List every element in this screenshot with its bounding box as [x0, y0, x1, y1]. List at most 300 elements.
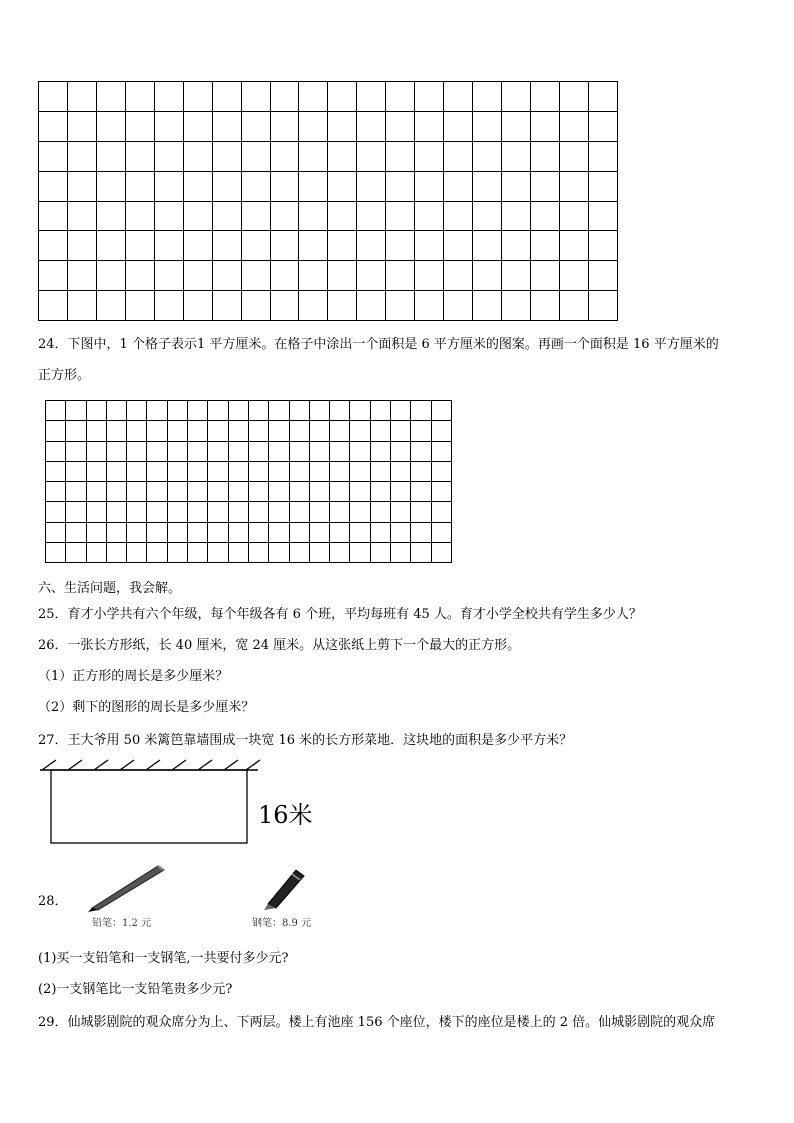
grid-top-cell — [530, 201, 559, 231]
grid-top-cell — [67, 171, 96, 201]
grid-q24-cell — [66, 522, 86, 542]
grid-top-cell — [444, 111, 473, 141]
grid-top-cell — [588, 171, 617, 201]
grid-top-cell — [559, 231, 588, 261]
grid-top-cell — [270, 261, 299, 291]
grid-q24-cell — [167, 482, 187, 502]
grid-q24-cell — [167, 502, 187, 522]
grid-q24-cell — [411, 461, 431, 481]
grid-top-cell — [386, 141, 415, 171]
grid-q24-cell — [330, 421, 350, 441]
grid-q24-cell — [350, 522, 370, 542]
grid-q24-cell — [106, 401, 126, 421]
grid-q24-cell — [269, 522, 289, 542]
grid-q24-cell — [289, 542, 309, 562]
grid-top-cell — [588, 82, 617, 112]
grid-q24 — [45, 400, 452, 563]
grid-q24-cell — [391, 461, 411, 481]
grid-q24-row — [46, 401, 452, 421]
grid-q24-cell — [66, 502, 86, 522]
grid-top-cell — [415, 261, 444, 291]
grid-top-cell — [357, 231, 386, 261]
pencil-price: 铅笔：1.2 元 — [92, 918, 152, 929]
grid-top-cell — [67, 261, 96, 291]
grid-top-cell — [183, 82, 212, 112]
grid-q24-cell — [330, 482, 350, 502]
grid-q24-cell — [431, 461, 451, 481]
grid-q24-cell — [208, 421, 228, 441]
grid-q24-cell — [86, 421, 106, 441]
grid-q24-cell — [411, 482, 431, 502]
grid-top-cell — [502, 291, 531, 321]
grid-q24-cell — [127, 522, 147, 542]
grid-top-cell — [415, 82, 444, 112]
grid-top-cell — [241, 171, 270, 201]
grid-top-cell — [530, 111, 559, 141]
q26-sub1: （1）正方形的周长是多少厘米？ — [38, 669, 229, 684]
grid-q24-cell — [228, 461, 248, 481]
grid-q24-cell — [127, 401, 147, 421]
grid-top-cell — [125, 231, 154, 261]
grid-q24-cell — [391, 441, 411, 461]
grid-top-cell — [125, 291, 154, 321]
grid-q24-cell — [228, 502, 248, 522]
grid-top-cell — [588, 111, 617, 141]
grid-top-cell — [183, 171, 212, 201]
grid-top-cell — [386, 201, 415, 231]
grid-top-cell — [502, 201, 531, 231]
grid-top-cell — [299, 201, 328, 231]
grid-q24-cell — [248, 522, 268, 542]
grid-q24-cell — [167, 401, 187, 421]
grid-top-row — [39, 141, 618, 171]
grid-q24-cell — [86, 461, 106, 481]
grid-q24-cell — [309, 441, 329, 461]
grid-top-cell — [502, 171, 531, 201]
grid-top-cell — [444, 141, 473, 171]
grid-q24-cell — [391, 502, 411, 522]
grid-q24-cell — [208, 461, 228, 481]
grid-q24-cell — [289, 522, 309, 542]
grid-top-cell — [67, 201, 96, 231]
grid-q24-cell — [309, 482, 329, 502]
grid-top-cell — [357, 261, 386, 291]
grid-top-cell — [530, 291, 559, 321]
grid-q24-cell — [370, 542, 390, 562]
grid-q24-cell — [188, 502, 208, 522]
grid-q24-cell — [167, 542, 187, 562]
grid-top-cell — [270, 201, 299, 231]
grid-q24-cell — [46, 502, 66, 522]
grid-top — [38, 81, 618, 321]
grid-top-cell — [444, 201, 473, 231]
grid-q24-cell — [370, 461, 390, 481]
grid-top-cell — [588, 201, 617, 231]
q28-number: 28． — [38, 894, 68, 909]
grid-top-cell — [241, 141, 270, 171]
grid-q24-cell — [289, 482, 309, 502]
grid-q24-cell — [188, 401, 208, 421]
grid-q24-cell — [66, 542, 86, 562]
grid-top-cell — [241, 261, 270, 291]
grid-top-cell — [67, 291, 96, 321]
wall-figure — [38, 758, 260, 848]
grid-top-cell — [559, 111, 588, 141]
grid-top-cell — [270, 82, 299, 112]
grid-q24-cell — [370, 441, 390, 461]
grid-q24-cell — [411, 522, 431, 542]
grid-top-cell — [328, 82, 357, 112]
grid-q24-cell — [350, 542, 370, 562]
grid-q24-cell — [66, 461, 86, 481]
q28-sub2: (2)一支钢笔比一支铅笔贵多少元? — [38, 982, 233, 997]
grid-top-row — [39, 291, 618, 321]
grid-top-cell — [39, 171, 68, 201]
grid-q24-row — [46, 522, 452, 542]
grid-top-cell — [386, 231, 415, 261]
grid-top-cell — [96, 201, 125, 231]
grid-top-cell — [386, 171, 415, 201]
grid-top-cell — [125, 201, 154, 231]
grid-q24-cell — [188, 522, 208, 542]
grid-top-cell — [96, 111, 125, 141]
grid-top-cell — [125, 171, 154, 201]
grid-q24-cell — [208, 401, 228, 421]
grid-q24-cell — [66, 401, 86, 421]
grid-top-cell — [154, 171, 183, 201]
grid-top-cell — [299, 261, 328, 291]
grid-q24-cell — [370, 482, 390, 502]
grid-q24-cell — [350, 441, 370, 461]
grid-q24-cell — [208, 482, 228, 502]
grid-top-cell — [299, 111, 328, 141]
grid-top-cell — [530, 171, 559, 201]
grid-top-cell — [299, 231, 328, 261]
grid-top-row — [39, 201, 618, 231]
grid-top-cell — [299, 141, 328, 171]
grid-top-cell — [357, 201, 386, 231]
grid-top-cell — [502, 231, 531, 261]
grid-top-cell — [241, 291, 270, 321]
grid-q24-row — [46, 542, 452, 562]
grid-q24-cell — [228, 401, 248, 421]
grid-top-cell — [270, 171, 299, 201]
grid-top-cell — [588, 261, 617, 291]
grid-q24-cell — [147, 421, 167, 441]
grid-q24-row — [46, 482, 452, 502]
grid-q24-cell — [127, 542, 147, 562]
grid-top-row — [39, 111, 618, 141]
grid-top-cell — [67, 231, 96, 261]
grid-q24-cell — [309, 502, 329, 522]
grid-q24-cell — [106, 522, 126, 542]
grid-top-cell — [357, 141, 386, 171]
grid-q24-cell — [66, 482, 86, 502]
grid-q24-cell — [208, 502, 228, 522]
grid-q24-cell — [289, 461, 309, 481]
grid-q24-cell — [289, 401, 309, 421]
grid-top-cell — [415, 141, 444, 171]
grid-q24-cell — [188, 421, 208, 441]
grid-q24-cell — [431, 401, 451, 421]
grid-top-cell — [502, 111, 531, 141]
grid-q24-cell — [147, 502, 167, 522]
grid-q24-cell — [391, 522, 411, 542]
grid-q24-cell — [330, 522, 350, 542]
q25-text: 25．育才小学共有六个年级，每个年级各有 6 个班，平均每班有 45 人。育才小学全校共有学生多少人？ — [38, 607, 642, 622]
grid-top-cell — [559, 82, 588, 112]
grid-q24-cell — [147, 401, 167, 421]
grid-q24-cell — [86, 482, 106, 502]
grid-q24-cell — [228, 441, 248, 461]
grid-top-cell — [241, 82, 270, 112]
grid-top-row — [39, 231, 618, 261]
grid-q24-cell — [127, 502, 147, 522]
grid-q24-cell — [330, 502, 350, 522]
grid-top-cell — [328, 201, 357, 231]
grid-top-cell — [357, 291, 386, 321]
q27-text: 27．王大爷用 50 米篱笆靠墙围成一块宽 16 米的长方形菜地．这块地的面积是多少平方米？ — [38, 733, 573, 748]
grid-top-cell — [183, 141, 212, 171]
grid-top-cell — [328, 261, 357, 291]
width-label: 16米 — [258, 801, 313, 829]
grid-top-cell — [328, 231, 357, 261]
grid-q24-cell — [86, 502, 106, 522]
grid-top-cell — [39, 201, 68, 231]
grid-q24-cell — [269, 482, 289, 502]
grid-top-cell — [96, 171, 125, 201]
grid-top-cell — [559, 141, 588, 171]
grid-q24-cell — [46, 421, 66, 441]
grid-top-cell — [96, 291, 125, 321]
grid-top-cell — [183, 261, 212, 291]
grid-top-cell — [473, 231, 502, 261]
grid-top-cell — [328, 171, 357, 201]
grid-top-cell — [502, 82, 531, 112]
grid-q24-cell — [431, 522, 451, 542]
grid-top-cell — [241, 231, 270, 261]
grid-q24-cell — [391, 482, 411, 502]
grid-q24-row — [46, 461, 452, 481]
grid-top-cell — [559, 201, 588, 231]
grid-q24-cell — [248, 421, 268, 441]
grid-q24-cell — [208, 522, 228, 542]
grid-top-cell — [212, 261, 241, 291]
grid-q24-cell — [411, 542, 431, 562]
grid-q24-cell — [289, 441, 309, 461]
grid-top-cell — [530, 231, 559, 261]
q24-line1: 24．下图中，1 个格子表示1 平方厘米。在格子中涂出一个面积是 6 平方厘米的图案。再画一个面积是 16 平方厘米的 — [38, 337, 719, 352]
grid-q24-cell — [228, 522, 248, 542]
grid-top-cell — [473, 171, 502, 201]
grid-top-cell — [415, 111, 444, 141]
grid-top-cell — [183, 231, 212, 261]
grid-q24-cell — [431, 542, 451, 562]
grid-q24-cell — [411, 502, 431, 522]
grid-q24-cell — [309, 461, 329, 481]
grid-q24-cell — [86, 441, 106, 461]
grid-q24-cell — [106, 542, 126, 562]
grid-top-cell — [212, 111, 241, 141]
grid-top-row — [39, 171, 618, 201]
grid-top-cell — [328, 141, 357, 171]
grid-q24-cell — [330, 441, 350, 461]
grid-top-cell — [96, 231, 125, 261]
grid-q24-cell — [309, 401, 329, 421]
grid-q24-cell — [106, 441, 126, 461]
grid-q24-cell — [248, 461, 268, 481]
grid-q24-cell — [188, 482, 208, 502]
grid-q24-cell — [147, 441, 167, 461]
grid-q24-cell — [330, 461, 350, 481]
grid-q24-cell — [46, 482, 66, 502]
grid-q24-cell — [106, 502, 126, 522]
grid-q24-cell — [370, 522, 390, 542]
grid-q24-cell — [86, 522, 106, 542]
pen-price: 钢笔：8.9 元 — [252, 918, 312, 929]
grid-q24-row — [46, 421, 452, 441]
grid-q24-cell — [431, 421, 451, 441]
grid-top-cell — [39, 231, 68, 261]
grid-top-cell — [530, 141, 559, 171]
grid-top-row — [39, 261, 618, 291]
grid-q24-cell — [127, 421, 147, 441]
grid-top-cell — [212, 201, 241, 231]
grid-top-cell — [530, 82, 559, 112]
grid-top-cell — [39, 111, 68, 141]
grid-top-cell — [154, 82, 183, 112]
grid-q24-cell — [188, 542, 208, 562]
grid-top-cell — [415, 231, 444, 261]
grid-q24-cell — [350, 502, 370, 522]
q26-text: 26．一张长方形纸，长 40 厘米，宽 24 厘米。从这张纸上剪下一个最大的正方形。 — [38, 638, 521, 653]
grid-top-cell — [154, 231, 183, 261]
grid-q24-cell — [248, 441, 268, 461]
grid-q24-cell — [127, 482, 147, 502]
grid-q24-cell — [269, 421, 289, 441]
grid-top-cell — [183, 111, 212, 141]
grid-top-cell — [154, 141, 183, 171]
grid-top-cell — [270, 111, 299, 141]
grid-top-cell — [96, 82, 125, 112]
grid-q24-cell — [350, 421, 370, 441]
pencil-icon — [88, 862, 168, 912]
grid-q24-cell — [350, 482, 370, 502]
grid-q24-cell — [167, 522, 187, 542]
grid-q24-cell — [248, 482, 268, 502]
grid-q24-cell — [86, 401, 106, 421]
grid-top-cell — [241, 201, 270, 231]
q28-sub1: (1)买一支铅笔和一支钢笔,一共要付多少元? — [38, 951, 289, 966]
grid-top-cell — [444, 291, 473, 321]
grid-top-cell — [386, 261, 415, 291]
grid-q24-cell — [350, 461, 370, 481]
grid-top-cell — [67, 82, 96, 112]
grid-top-cell — [299, 171, 328, 201]
grid-top-cell — [444, 231, 473, 261]
grid-q24-cell — [431, 441, 451, 461]
grid-q24-cell — [208, 542, 228, 562]
grid-q24-cell — [330, 542, 350, 562]
grid-top-cell — [357, 82, 386, 112]
grid-q24-cell — [147, 542, 167, 562]
grid-top-cell — [154, 201, 183, 231]
grid-top-cell — [212, 171, 241, 201]
grid-top-cell — [154, 111, 183, 141]
grid-q24-cell — [391, 421, 411, 441]
grid-q24-cell — [411, 401, 431, 421]
grid-top-cell — [299, 291, 328, 321]
grid-q24-cell — [269, 401, 289, 421]
pen-icon — [262, 864, 308, 910]
grid-q24-cell — [269, 502, 289, 522]
grid-q24-cell — [370, 421, 390, 441]
grid-top-cell — [502, 141, 531, 171]
grid-top-cell — [125, 82, 154, 112]
grid-q24-cell — [66, 421, 86, 441]
grid-q24-cell — [431, 502, 451, 522]
grid-q24-cell — [127, 441, 147, 461]
grid-top-cell — [357, 171, 386, 201]
grid-top-cell — [386, 82, 415, 112]
grid-q24-cell — [370, 502, 390, 522]
grid-top-cell — [270, 141, 299, 171]
grid-top-cell — [183, 201, 212, 231]
grid-q24-cell — [188, 461, 208, 481]
grid-q24-cell — [106, 421, 126, 441]
grid-top-cell — [415, 291, 444, 321]
grid-q24-cell — [370, 401, 390, 421]
grid-q24-cell — [228, 542, 248, 562]
grid-q24-cell — [106, 482, 126, 502]
grid-q24-cell — [431, 482, 451, 502]
grid-top-cell — [415, 171, 444, 201]
grid-top-cell — [299, 82, 328, 112]
grid-top-cell — [125, 141, 154, 171]
grid-q24-cell — [330, 401, 350, 421]
grid-top-cell — [588, 291, 617, 321]
grid-top-cell — [473, 111, 502, 141]
grid-q24-cell — [167, 441, 187, 461]
grid-q24-cell — [269, 542, 289, 562]
grid-top-cell — [444, 261, 473, 291]
grid-top-cell — [473, 82, 502, 112]
grid-top-cell — [328, 291, 357, 321]
grid-q24-cell — [248, 502, 268, 522]
grid-top-cell — [212, 231, 241, 261]
section-title: 六、生活问题，我会解。 — [38, 581, 182, 596]
grid-top-cell — [473, 291, 502, 321]
grid-top-cell — [559, 171, 588, 201]
grid-top-cell — [559, 261, 588, 291]
grid-top-cell — [559, 291, 588, 321]
grid-q24-row — [46, 502, 452, 522]
grid-top-cell — [270, 291, 299, 321]
grid-q24-cell — [86, 542, 106, 562]
grid-q24-cell — [411, 421, 431, 441]
grid-q24-row — [46, 441, 452, 461]
grid-q24-cell — [289, 421, 309, 441]
grid-top-cell — [67, 111, 96, 141]
grid-q24-cell — [167, 461, 187, 481]
grid-top-cell — [154, 291, 183, 321]
grid-top-cell — [212, 82, 241, 112]
grid-q24-cell — [46, 522, 66, 542]
grid-q24-cell — [147, 482, 167, 502]
grid-q24-cell — [391, 401, 411, 421]
grid-q24-cell — [147, 461, 167, 481]
grid-q24-cell — [228, 482, 248, 502]
